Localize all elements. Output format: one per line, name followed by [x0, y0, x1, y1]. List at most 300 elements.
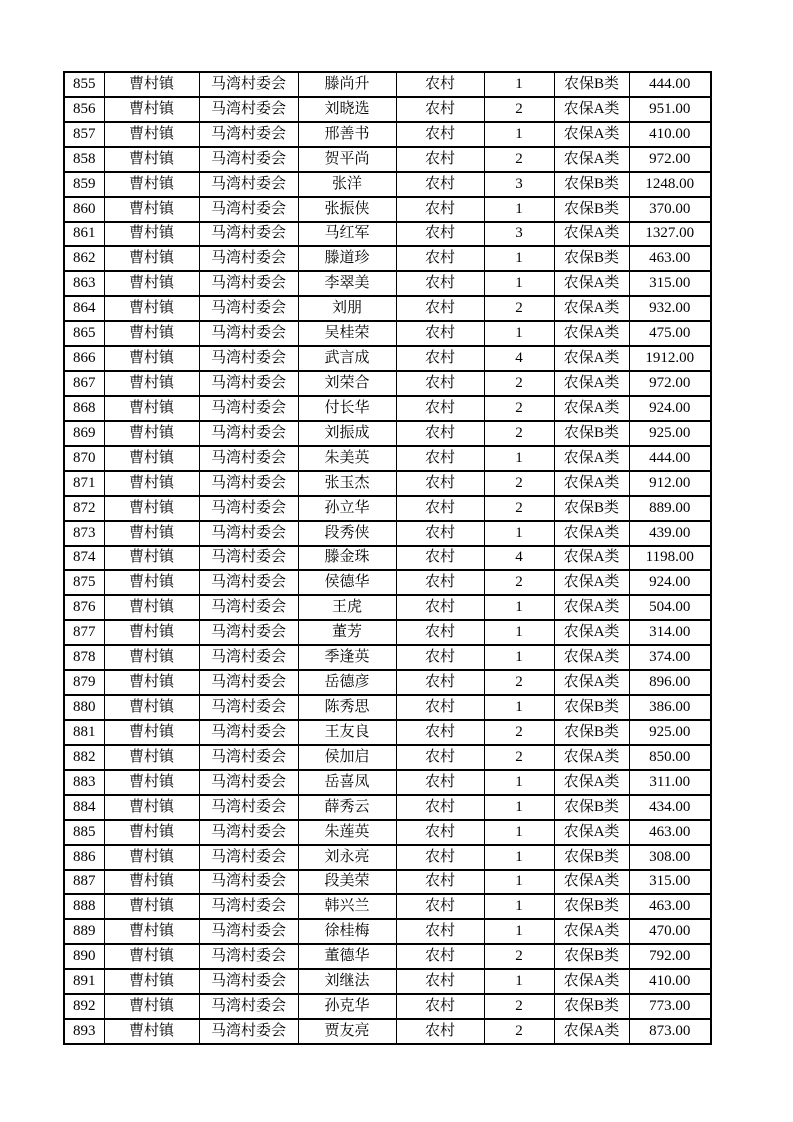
cell-type: 农保B类 [554, 944, 629, 969]
table-row [64, 969, 711, 994]
cell-count: 1 [484, 645, 554, 670]
cell-village: 马湾村委会 [199, 446, 298, 471]
cell-village: 马湾村委会 [199, 595, 298, 620]
cell-count: 1 [484, 72, 554, 97]
cell-village: 马湾村委会 [199, 720, 298, 745]
table-row [64, 695, 711, 720]
cell-residence: 农村 [396, 870, 484, 895]
cell-residence: 农村 [396, 222, 484, 247]
cell-person: 侯加启 [298, 745, 396, 770]
cell-count: 4 [484, 346, 554, 371]
cell-person: 朱莲英 [298, 820, 396, 845]
cell-count: 1 [484, 446, 554, 471]
cell-person: 张振侠 [298, 197, 396, 222]
cell-residence: 农村 [396, 570, 484, 595]
cell-residence: 农村 [396, 321, 484, 346]
cell-person: 邢善书 [298, 122, 396, 147]
cell-town: 曹村镇 [104, 471, 199, 496]
cell-person: 马红军 [298, 222, 396, 247]
cell-person: 刘朋 [298, 296, 396, 321]
cell-count: 1 [484, 870, 554, 895]
cell-person: 孙立华 [298, 496, 396, 521]
cell-person: 段秀侠 [298, 521, 396, 546]
cell-count: 2 [484, 745, 554, 770]
cell-amount: 850.00 [629, 745, 711, 770]
cell-village: 马湾村委会 [199, 346, 298, 371]
cell-amount: 410.00 [629, 122, 711, 147]
cell-amount: 924.00 [629, 396, 711, 421]
cell-residence: 农村 [396, 97, 484, 122]
cell-person: 岳喜凤 [298, 770, 396, 795]
cell-count: 2 [484, 396, 554, 421]
cell-seq: 856 [64, 97, 104, 122]
cell-village: 马湾村委会 [199, 969, 298, 994]
table-row [64, 122, 711, 147]
cell-village: 马湾村委会 [199, 620, 298, 645]
table-row [64, 521, 711, 546]
cell-type: 农保A类 [554, 870, 629, 895]
table-row [64, 595, 711, 620]
table-row [64, 72, 711, 97]
cell-seq: 860 [64, 197, 104, 222]
cell-person: 季逢英 [298, 645, 396, 670]
cell-residence: 农村 [396, 845, 484, 870]
cell-amount: 1912.00 [629, 346, 711, 371]
table-row [64, 496, 711, 521]
cell-village: 马湾村委会 [199, 97, 298, 122]
cell-residence: 农村 [396, 371, 484, 396]
cell-person: 贾友亮 [298, 1019, 396, 1044]
cell-person: 吴桂荣 [298, 321, 396, 346]
cell-amount: 925.00 [629, 421, 711, 446]
cell-village: 马湾村委会 [199, 745, 298, 770]
table-row [64, 172, 711, 197]
cell-village: 马湾村委会 [199, 296, 298, 321]
cell-count: 2 [484, 421, 554, 446]
cell-village: 马湾村委会 [199, 521, 298, 546]
cell-count: 1 [484, 820, 554, 845]
cell-residence: 农村 [396, 894, 484, 919]
cell-seq: 868 [64, 396, 104, 421]
cell-residence: 农村 [396, 1019, 484, 1044]
cell-seq: 886 [64, 845, 104, 870]
cell-village: 马湾村委会 [199, 695, 298, 720]
cell-type: 农保A类 [554, 969, 629, 994]
cell-residence: 农村 [396, 695, 484, 720]
cell-type: 农保A类 [554, 645, 629, 670]
cell-town: 曹村镇 [104, 745, 199, 770]
table-row [64, 321, 711, 346]
cell-residence: 农村 [396, 172, 484, 197]
cell-amount: 444.00 [629, 446, 711, 471]
cell-seq: 876 [64, 595, 104, 620]
cell-amount: 972.00 [629, 147, 711, 172]
cell-person: 徐桂梅 [298, 919, 396, 944]
cell-seq: 871 [64, 471, 104, 496]
cell-town: 曹村镇 [104, 695, 199, 720]
cell-type: 农保B类 [554, 720, 629, 745]
cell-village: 马湾村委会 [199, 172, 298, 197]
cell-seq: 858 [64, 147, 104, 172]
cell-person: 薛秀云 [298, 795, 396, 820]
cell-town: 曹村镇 [104, 371, 199, 396]
cell-type: 农保A类 [554, 446, 629, 471]
cell-village: 马湾村委会 [199, 944, 298, 969]
cell-village: 马湾村委会 [199, 246, 298, 271]
cell-village: 马湾村委会 [199, 471, 298, 496]
cell-count: 2 [484, 994, 554, 1019]
cell-town: 曹村镇 [104, 521, 199, 546]
cell-residence: 农村 [396, 670, 484, 695]
cell-amount: 314.00 [629, 620, 711, 645]
cell-town: 曹村镇 [104, 546, 199, 571]
cell-residence: 农村 [396, 296, 484, 321]
cell-town: 曹村镇 [104, 346, 199, 371]
table-row [64, 1019, 711, 1044]
cell-amount: 386.00 [629, 695, 711, 720]
cell-type: 农保A类 [554, 620, 629, 645]
cell-village: 马湾村委会 [199, 396, 298, 421]
table-row [64, 820, 711, 845]
cell-seq: 869 [64, 421, 104, 446]
table-row [64, 296, 711, 321]
cell-amount: 315.00 [629, 870, 711, 895]
cell-residence: 农村 [396, 246, 484, 271]
table-row [64, 944, 711, 969]
cell-amount: 370.00 [629, 197, 711, 222]
cell-seq: 855 [64, 72, 104, 97]
cell-residence: 农村 [396, 147, 484, 172]
cell-type: 农保A类 [554, 321, 629, 346]
cell-residence: 农村 [396, 919, 484, 944]
cell-count: 1 [484, 246, 554, 271]
table-row [64, 246, 711, 271]
cell-amount: 475.00 [629, 321, 711, 346]
cell-type: 农保B类 [554, 894, 629, 919]
cell-type: 农保A类 [554, 271, 629, 296]
cell-town: 曹村镇 [104, 845, 199, 870]
cell-person: 刘荣合 [298, 371, 396, 396]
cell-type: 农保A类 [554, 820, 629, 845]
cell-town: 曹村镇 [104, 271, 199, 296]
cell-seq: 874 [64, 546, 104, 571]
cell-type: 农保A类 [554, 222, 629, 247]
cell-seq: 872 [64, 496, 104, 521]
cell-amount: 444.00 [629, 72, 711, 97]
cell-town: 曹村镇 [104, 1019, 199, 1044]
cell-count: 1 [484, 620, 554, 645]
cell-type: 农保A类 [554, 371, 629, 396]
cell-seq: 884 [64, 795, 104, 820]
cell-person: 王虎 [298, 595, 396, 620]
cell-residence: 农村 [396, 595, 484, 620]
cell-residence: 农村 [396, 770, 484, 795]
cell-count: 4 [484, 546, 554, 571]
cell-seq: 865 [64, 321, 104, 346]
cell-village: 马湾村委会 [199, 421, 298, 446]
cell-amount: 311.00 [629, 770, 711, 795]
cell-residence: 农村 [396, 521, 484, 546]
cell-count: 1 [484, 845, 554, 870]
cell-count: 1 [484, 770, 554, 795]
cell-village: 马湾村委会 [199, 371, 298, 396]
cell-town: 曹村镇 [104, 246, 199, 271]
cell-seq: 873 [64, 521, 104, 546]
cell-seq: 890 [64, 944, 104, 969]
cell-town: 曹村镇 [104, 919, 199, 944]
cell-amount: 972.00 [629, 371, 711, 396]
cell-person: 侯德华 [298, 570, 396, 595]
cell-type: 农保B类 [554, 496, 629, 521]
cell-amount: 315.00 [629, 271, 711, 296]
cell-seq: 862 [64, 246, 104, 271]
table-row [64, 97, 711, 122]
cell-amount: 308.00 [629, 845, 711, 870]
table-row [64, 745, 711, 770]
cell-type: 农保B类 [554, 172, 629, 197]
cell-town: 曹村镇 [104, 72, 199, 97]
cell-village: 马湾村委会 [199, 222, 298, 247]
cell-count: 2 [484, 147, 554, 172]
cell-residence: 农村 [396, 620, 484, 645]
cell-amount: 434.00 [629, 795, 711, 820]
cell-count: 1 [484, 894, 554, 919]
cell-type: 农保A类 [554, 745, 629, 770]
table-row [64, 222, 711, 247]
cell-count: 2 [484, 944, 554, 969]
cell-town: 曹村镇 [104, 870, 199, 895]
cell-town: 曹村镇 [104, 944, 199, 969]
cell-person: 武言成 [298, 346, 396, 371]
cell-count: 1 [484, 969, 554, 994]
cell-count: 1 [484, 795, 554, 820]
table-row [64, 645, 711, 670]
cell-person: 贺平尚 [298, 147, 396, 172]
cell-amount: 504.00 [629, 595, 711, 620]
cell-type: 农保A类 [554, 521, 629, 546]
cell-residence: 农村 [396, 271, 484, 296]
cell-seq: 893 [64, 1019, 104, 1044]
cell-type: 农保B类 [554, 197, 629, 222]
cell-person: 滕尚升 [298, 72, 396, 97]
cell-seq: 885 [64, 820, 104, 845]
cell-amount: 925.00 [629, 720, 711, 745]
cell-person: 孙克华 [298, 994, 396, 1019]
cell-amount: 924.00 [629, 570, 711, 595]
cell-seq: 866 [64, 346, 104, 371]
cell-seq: 859 [64, 172, 104, 197]
cell-residence: 农村 [396, 72, 484, 97]
cell-residence: 农村 [396, 471, 484, 496]
cell-person: 朱美英 [298, 446, 396, 471]
cell-seq: 879 [64, 670, 104, 695]
cell-residence: 农村 [396, 346, 484, 371]
cell-village: 马湾村委会 [199, 919, 298, 944]
cell-count: 3 [484, 172, 554, 197]
insurance-roster-table [63, 71, 712, 1045]
cell-count: 2 [484, 296, 554, 321]
cell-amount: 873.00 [629, 1019, 711, 1044]
cell-person: 刘振成 [298, 421, 396, 446]
cell-village: 马湾村委会 [199, 321, 298, 346]
cell-count: 2 [484, 97, 554, 122]
table-row [64, 770, 711, 795]
cell-residence: 农村 [396, 820, 484, 845]
cell-village: 马湾村委会 [199, 845, 298, 870]
cell-town: 曹村镇 [104, 969, 199, 994]
table-row [64, 371, 711, 396]
cell-amount: 463.00 [629, 894, 711, 919]
cell-seq: 878 [64, 645, 104, 670]
cell-seq: 864 [64, 296, 104, 321]
cell-person: 岳德彦 [298, 670, 396, 695]
cell-person: 陈秀思 [298, 695, 396, 720]
cell-type: 农保A类 [554, 296, 629, 321]
cell-person: 李翠美 [298, 271, 396, 296]
cell-amount: 912.00 [629, 471, 711, 496]
cell-residence: 农村 [396, 396, 484, 421]
cell-amount: 1327.00 [629, 222, 711, 247]
cell-residence: 农村 [396, 122, 484, 147]
cell-type: 农保A类 [554, 396, 629, 421]
cell-person: 段美荣 [298, 870, 396, 895]
cell-count: 1 [484, 595, 554, 620]
cell-seq: 877 [64, 620, 104, 645]
cell-seq: 883 [64, 770, 104, 795]
cell-count: 1 [484, 919, 554, 944]
cell-person: 韩兴兰 [298, 894, 396, 919]
cell-type: 农保A类 [554, 346, 629, 371]
cell-residence: 农村 [396, 421, 484, 446]
cell-amount: 773.00 [629, 994, 711, 1019]
cell-type: 农保B类 [554, 246, 629, 271]
cell-town: 曹村镇 [104, 296, 199, 321]
cell-residence: 农村 [396, 944, 484, 969]
cell-type: 农保B类 [554, 795, 629, 820]
cell-village: 马湾村委会 [199, 197, 298, 222]
cell-type: 农保A类 [554, 1019, 629, 1044]
cell-seq: 861 [64, 222, 104, 247]
table-row [64, 845, 711, 870]
cell-town: 曹村镇 [104, 720, 199, 745]
cell-village: 马湾村委会 [199, 496, 298, 521]
cell-person: 董芳 [298, 620, 396, 645]
cell-residence: 农村 [396, 645, 484, 670]
cell-amount: 792.00 [629, 944, 711, 969]
cell-count: 2 [484, 496, 554, 521]
cell-village: 马湾村委会 [199, 994, 298, 1019]
cell-type: 农保B类 [554, 421, 629, 446]
cell-town: 曹村镇 [104, 396, 199, 421]
cell-count: 2 [484, 371, 554, 396]
table-row [64, 271, 711, 296]
cell-town: 曹村镇 [104, 670, 199, 695]
cell-person: 张洋 [298, 172, 396, 197]
cell-town: 曹村镇 [104, 570, 199, 595]
cell-person: 张玉杰 [298, 471, 396, 496]
table-row [64, 396, 711, 421]
table-row [64, 620, 711, 645]
cell-seq: 857 [64, 122, 104, 147]
cell-type: 农保A类 [554, 471, 629, 496]
cell-town: 曹村镇 [104, 446, 199, 471]
cell-seq: 892 [64, 994, 104, 1019]
table-row [64, 720, 711, 745]
cell-town: 曹村镇 [104, 645, 199, 670]
cell-village: 马湾村委会 [199, 271, 298, 296]
cell-seq: 867 [64, 371, 104, 396]
cell-type: 农保A类 [554, 595, 629, 620]
table-row [64, 346, 711, 371]
cell-residence: 农村 [396, 197, 484, 222]
cell-person: 王友良 [298, 720, 396, 745]
cell-count: 2 [484, 1019, 554, 1044]
cell-amount: 470.00 [629, 919, 711, 944]
cell-town: 曹村镇 [104, 770, 199, 795]
cell-count: 1 [484, 695, 554, 720]
cell-village: 马湾村委会 [199, 645, 298, 670]
cell-count: 3 [484, 222, 554, 247]
cell-count: 1 [484, 197, 554, 222]
table-row [64, 471, 711, 496]
cell-seq: 887 [64, 870, 104, 895]
cell-town: 曹村镇 [104, 620, 199, 645]
cell-village: 马湾村委会 [199, 894, 298, 919]
cell-town: 曹村镇 [104, 994, 199, 1019]
cell-town: 曹村镇 [104, 421, 199, 446]
cell-village: 马湾村委会 [199, 795, 298, 820]
cell-seq: 863 [64, 271, 104, 296]
cell-amount: 1198.00 [629, 546, 711, 571]
cell-town: 曹村镇 [104, 894, 199, 919]
cell-amount: 889.00 [629, 496, 711, 521]
cell-type: 农保B类 [554, 695, 629, 720]
table-row [64, 919, 711, 944]
cell-amount: 932.00 [629, 296, 711, 321]
cell-amount: 463.00 [629, 820, 711, 845]
cell-type: 农保B类 [554, 994, 629, 1019]
table-row [64, 795, 711, 820]
cell-seq: 875 [64, 570, 104, 595]
cell-person: 付长华 [298, 396, 396, 421]
cell-person: 滕金珠 [298, 546, 396, 571]
cell-count: 2 [484, 670, 554, 695]
cell-village: 马湾村委会 [199, 570, 298, 595]
cell-residence: 农村 [396, 994, 484, 1019]
cell-amount: 463.00 [629, 246, 711, 271]
cell-count: 2 [484, 720, 554, 745]
table-row [64, 446, 711, 471]
cell-village: 马湾村委会 [199, 820, 298, 845]
cell-residence: 农村 [396, 496, 484, 521]
cell-type: 农保A类 [554, 570, 629, 595]
roster-table-body [64, 72, 711, 1044]
cell-amount: 1248.00 [629, 172, 711, 197]
table-row [64, 570, 711, 595]
cell-town: 曹村镇 [104, 321, 199, 346]
table-row [64, 670, 711, 695]
cell-amount: 374.00 [629, 645, 711, 670]
cell-seq: 881 [64, 720, 104, 745]
cell-type: 农保B类 [554, 72, 629, 97]
cell-count: 1 [484, 521, 554, 546]
cell-village: 马湾村委会 [199, 670, 298, 695]
table-row [64, 870, 711, 895]
cell-seq: 880 [64, 695, 104, 720]
cell-person: 刘永亮 [298, 845, 396, 870]
cell-town: 曹村镇 [104, 122, 199, 147]
cell-amount: 896.00 [629, 670, 711, 695]
